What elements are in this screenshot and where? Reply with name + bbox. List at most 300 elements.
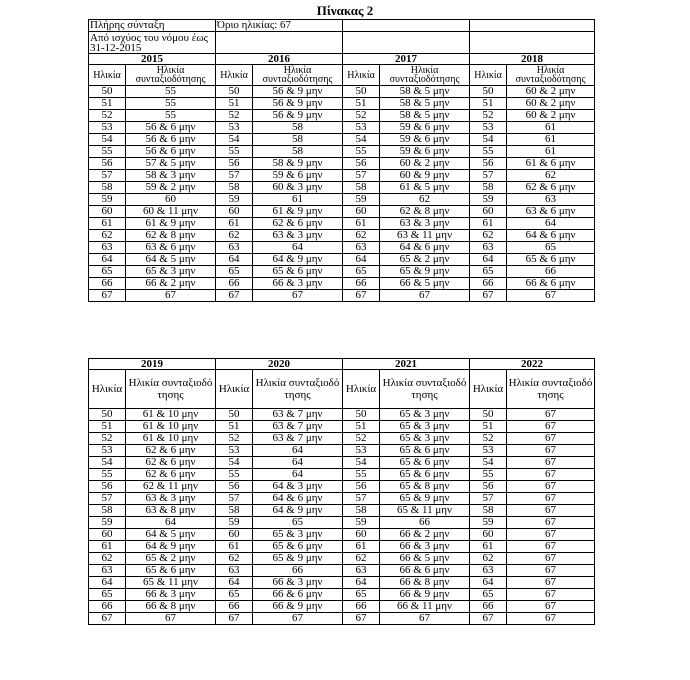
pension-age-cell: 62 & 8 μην [126,230,216,242]
age-cell: 53 [343,122,380,134]
age-cell: 50 [89,409,126,421]
age-cell: 60 [89,206,126,218]
age-cell: 53 [470,122,507,134]
pension-age-cell: 67 [507,457,595,469]
pension-age-cell: 67 [507,517,595,529]
year-header: 2019 [89,359,216,370]
table-row [89,517,595,529]
age-cell: 60 [470,206,507,218]
age-cell: 50 [216,409,253,421]
pension-age-cell: 64 & 5 μην [126,529,216,541]
pension-age-cell: 61 & 6 μην [507,158,595,170]
age-cell: 60 [343,529,380,541]
pension-age-cell: 66 & 2 μην [380,529,470,541]
pension-age-cell: 64 [253,457,343,469]
pension-age-cell: 65 & 9 μην [380,266,470,278]
age-cell: 65 [343,589,380,601]
pension-age-column-header: Ηλικία συνταξιοδότησης [380,370,470,409]
pension-age-cell: 67 [507,589,595,601]
pension-age-cell: 65 & 3 μην [253,529,343,541]
age-cell: 56 [470,158,507,170]
pension-table-2015-2018 [88,19,595,302]
pension-age-column-header: Ηλικία συνταξιοδότησης [253,370,343,409]
age-cell: 61 [216,218,253,230]
pension-table-2019-2022 [88,358,595,625]
age-cell: 65 [216,589,253,601]
pension-age-cell: 62 & 6 μην [126,457,216,469]
pension-age-cell: 67 [507,541,595,553]
pension-age-cell: 65 & 6 μην [253,266,343,278]
pension-age-cell: 61 & 10 μην [126,421,216,433]
pension-age-cell: 61 [507,146,595,158]
age-cell: 59 [216,194,253,206]
validity-note: Από ισχύος του νόμου έως 31-12-2015 [89,32,216,54]
pension-age-cell: 66 & 5 μην [380,278,470,290]
pension-age-cell: 66 & 11 μην [380,601,470,613]
age-cell: 62 [343,230,380,242]
pension-age-cell: 67 [507,445,595,457]
age-cell: 53 [89,445,126,457]
age-cell: 54 [343,134,380,146]
pension-age-cell: 63 [507,194,595,206]
pension-age-cell: 66 & 8 μην [126,601,216,613]
pension-age-cell: 55 [126,98,216,110]
table-row [89,541,595,553]
pension-age-cell: 65 [253,517,343,529]
table-row [89,134,595,146]
age-cell: 62 [89,230,126,242]
pension-age-cell: 61 & 10 μην [126,433,216,445]
age-cell: 55 [216,469,253,481]
pension-age-cell: 67 [507,553,595,565]
pension-age-cell: 60 & 9 μην [380,170,470,182]
age-cell: 64 [89,254,126,266]
age-cell: 57 [470,493,507,505]
table-row [89,254,595,266]
age-column-header: Ηλικία [470,65,507,86]
age-cell: 64 [470,577,507,589]
age-cell: 54 [89,134,126,146]
pension-age-cell: 63 & 8 μην [126,505,216,517]
pension-age-cell: 66 & 2 μην [126,278,216,290]
age-cell: 63 [343,242,380,254]
pension-age-cell: 59 & 6 μην [380,122,470,134]
pension-age-cell: 64 & 6 μην [380,242,470,254]
age-cell: 57 [216,170,253,182]
pension-age-cell: 65 & 11 μην [380,505,470,517]
age-cell: 50 [216,86,253,98]
pension-age-cell: 60 & 2 μην [507,110,595,122]
pension-age-cell: 56 & 6 μην [126,122,216,134]
age-cell: 53 [343,445,380,457]
pension-age-cell: 67 [507,565,595,577]
age-cell: 65 [216,266,253,278]
age-cell: 56 [216,158,253,170]
pension-age-cell: 65 [507,242,595,254]
age-cell: 62 [470,553,507,565]
pension-age-cell: 67 [507,505,595,517]
age-cell: 67 [89,290,126,302]
pension-age-cell: 65 & 2 μην [126,553,216,565]
age-cell: 55 [216,146,253,158]
table-row [89,457,595,469]
table-row [89,481,595,493]
age-cell: 54 [216,134,253,146]
pension-age-cell: 59 & 2 μην [126,182,216,194]
pension-age-cell: 67 [507,529,595,541]
table-row [89,170,595,182]
pension-age-cell: 65 & 6 μην [380,445,470,457]
pension-age-cell: 67 [507,577,595,589]
age-cell: 66 [343,601,380,613]
pension-age-cell: 66 & 6 μην [507,278,595,290]
pension-age-cell: 65 & 3 μην [380,433,470,445]
pension-age-cell: 59 & 6 μην [253,170,343,182]
age-cell: 66 [343,278,380,290]
age-cell: 52 [470,433,507,445]
table-row [89,278,595,290]
age-cell: 63 [343,565,380,577]
pension-age-cell: 57 & 5 μην [126,158,216,170]
age-cell: 66 [470,278,507,290]
age-cell: 62 [216,230,253,242]
age-cell: 66 [89,278,126,290]
age-cell: 64 [470,254,507,266]
table-row [89,86,595,98]
year-header: 2022 [470,359,595,370]
age-cell: 66 [470,601,507,613]
empty-cell [216,32,343,54]
pension-age-cell: 67 [507,290,595,302]
pension-age-cell: 56 & 9 μην [253,98,343,110]
pension-age-cell: 58 [253,146,343,158]
age-cell: 65 [343,266,380,278]
pension-age-cell: 60 & 2 μην [507,86,595,98]
age-cell: 67 [216,613,253,625]
age-cell: 58 [89,505,126,517]
age-cell: 58 [343,505,380,517]
age-cell: 55 [343,146,380,158]
pension-age-cell: 67 [507,613,595,625]
age-cell: 61 [343,541,380,553]
table-row [89,505,595,517]
pension-age-cell: 64 & 9 μην [253,254,343,266]
pension-age-cell: 63 & 7 μην [253,421,343,433]
pension-age-cell: 65 & 3 μην [380,409,470,421]
pension-age-cell: 62 & 8 μην [380,206,470,218]
pension-age-cell: 62 [380,194,470,206]
pension-age-cell: 64 & 9 μην [126,541,216,553]
age-cell: 67 [216,290,253,302]
age-column-header: Ηλικία [216,370,253,409]
pension-age-cell: 61 & 9 μην [253,206,343,218]
age-cell: 56 [89,481,126,493]
age-cell: 65 [89,266,126,278]
pension-age-cell: 66 & 3 μην [126,589,216,601]
age-cell: 52 [89,110,126,122]
full-pension-label: Πλήρης σύνταξη [89,20,216,32]
age-cell: 64 [216,254,253,266]
age-cell: 60 [470,529,507,541]
empty-cell [343,20,470,32]
year-header: 2021 [343,359,470,370]
table-row [89,433,595,445]
age-cell: 57 [343,493,380,505]
pension-age-cell: 58 & 5 μην [380,98,470,110]
age-column-header: Ηλικία [89,65,126,86]
table-row [89,182,595,194]
table-row [89,98,595,110]
pension-age-cell: 67 [380,613,470,625]
pension-age-cell: 64 [253,445,343,457]
age-cell: 54 [343,457,380,469]
pension-age-cell: 67 [507,493,595,505]
pension-age-cell: 67 [126,290,216,302]
pension-age-cell: 60 & 3 μην [253,182,343,194]
pension-age-cell: 60 [126,194,216,206]
age-cell: 51 [216,421,253,433]
pension-age-cell: 67 [126,613,216,625]
page-title: Πίνακας 2 [316,3,374,18]
age-cell: 64 [89,577,126,589]
age-cell: 67 [470,613,507,625]
age-cell: 59 [89,517,126,529]
pension-age-column-header: Ηλικία συνταξιοδότησης [507,370,595,409]
pension-age-cell: 62 & 6 μην [126,445,216,457]
age-cell: 62 [89,553,126,565]
table-row [89,230,595,242]
table-row [89,206,595,218]
age-column-header: Ηλικία [89,370,126,409]
age-cell: 57 [216,493,253,505]
age-cell: 52 [470,110,507,122]
table-row [89,529,595,541]
pension-age-cell: 66 [380,517,470,529]
age-cell: 51 [343,98,380,110]
table-row [89,589,595,601]
age-cell: 51 [470,421,507,433]
empty-cell [343,32,470,54]
pension-age-cell: 66 [507,266,595,278]
age-cell: 53 [216,445,253,457]
pension-age-cell: 56 & 9 μην [253,86,343,98]
pension-age-cell: 67 [507,409,595,421]
table-row [89,110,595,122]
pension-age-cell: 66 & 3 μην [253,278,343,290]
pension-age-cell: 65 & 2 μην [380,254,470,266]
age-cell: 54 [89,457,126,469]
age-cell: 51 [343,421,380,433]
pension-age-cell: 59 & 6 μην [380,134,470,146]
age-cell: 53 [89,122,126,134]
age-cell: 64 [216,577,253,589]
pension-age-cell: 67 [507,481,595,493]
pension-age-cell: 67 [253,290,343,302]
pension-age-cell: 66 & 9 μην [253,601,343,613]
pension-age-cell: 66 & 5 μην [380,553,470,565]
table-row [89,565,595,577]
age-cell: 56 [89,158,126,170]
pension-age-cell: 67 [507,433,595,445]
pension-age-cell: 61 & 9 μην [126,218,216,230]
pension-age-cell: 61 [507,134,595,146]
pension-age-cell: 65 & 6 μην [380,457,470,469]
pension-age-cell: 64 [507,218,595,230]
age-column-header: Ηλικία [343,65,380,86]
age-cell: 56 [470,481,507,493]
pension-age-cell: 56 & 6 μην [126,146,216,158]
pension-age-cell: 65 & 6 μην [507,254,595,266]
age-cell: 52 [216,433,253,445]
table-row [89,290,595,302]
pension-age-cell: 64 & 9 μην [253,505,343,517]
pension-age-cell: 66 & 6 μην [253,589,343,601]
age-cell: 52 [89,433,126,445]
age-cell: 58 [470,182,507,194]
age-cell: 51 [89,421,126,433]
pension-age-cell: 62 & 11 μην [126,481,216,493]
age-cell: 55 [89,146,126,158]
age-cell: 65 [89,589,126,601]
age-cell: 63 [470,565,507,577]
pension-age-cell: 64 [126,517,216,529]
pension-age-cell: 65 & 9 μην [380,493,470,505]
age-cell: 56 [216,481,253,493]
pension-age-cell: 65 & 11 μην [126,577,216,589]
pension-age-cell: 61 [253,194,343,206]
pension-age-cell: 65 & 3 μην [126,266,216,278]
age-cell: 55 [343,469,380,481]
pension-age-cell: 66 & 9 μην [380,589,470,601]
table-row [89,158,595,170]
age-cell: 50 [89,86,126,98]
pension-age-cell: 65 & 9 μην [253,553,343,565]
age-cell: 63 [89,565,126,577]
age-cell: 61 [89,218,126,230]
year-header: 2017 [343,54,470,65]
age-cell: 63 [89,242,126,254]
pension-age-cell: 56 & 9 μην [253,110,343,122]
pension-age-cell: 66 & 3 μην [380,541,470,553]
pension-age-cell: 62 & 6 μην [507,182,595,194]
pension-age-cell: 67 [507,469,595,481]
pension-age-cell: 58 & 5 μην [380,110,470,122]
table-row [89,421,595,433]
table-row [89,601,595,613]
age-cell: 57 [470,170,507,182]
age-cell: 64 [343,254,380,266]
age-cell: 61 [470,541,507,553]
table-row [89,445,595,457]
age-cell: 58 [216,182,253,194]
age-cell: 50 [470,86,507,98]
pension-age-cell: 64 [253,242,343,254]
table-row [89,218,595,230]
age-cell: 51 [470,98,507,110]
table-row [89,493,595,505]
table-row [89,553,595,565]
pension-age-cell: 63 & 11 μην [380,230,470,242]
age-cell: 62 [470,230,507,242]
age-cell: 63 [216,565,253,577]
age-cell: 61 [216,541,253,553]
age-cell: 65 [470,589,507,601]
age-column-header: Ηλικία [470,370,507,409]
pension-age-cell: 61 & 5 μην [380,182,470,194]
age-cell: 54 [470,134,507,146]
pension-age-column-header: Ηλικία συνταξιοδότησης [126,65,216,86]
pension-age-cell: 61 [507,122,595,134]
age-cell: 60 [343,206,380,218]
age-cell: 53 [470,445,507,457]
age-cell: 55 [470,469,507,481]
age-cell: 67 [343,290,380,302]
pension-age-cell: 55 [126,110,216,122]
age-cell: 59 [89,194,126,206]
age-cell: 56 [343,481,380,493]
age-cell: 67 [89,613,126,625]
age-cell: 63 [470,242,507,254]
table-row [89,242,595,254]
pension-age-cell: 59 & 6 μην [380,146,470,158]
pension-age-cell: 66 [253,565,343,577]
pension-age-cell: 58 [253,134,343,146]
age-cell: 50 [343,86,380,98]
pension-age-cell: 63 & 3 μην [126,493,216,505]
pension-age-cell: 63 & 3 μην [380,218,470,230]
pension-age-cell: 67 [507,421,595,433]
age-cell: 57 [89,493,126,505]
pension-age-cell: 67 [253,613,343,625]
age-cell: 54 [470,457,507,469]
age-cell: 53 [216,122,253,134]
empty-cell [470,20,595,32]
pension-age-cell: 58 [253,122,343,134]
pension-age-cell: 63 & 6 μην [507,206,595,218]
pension-age-cell: 65 & 6 μην [380,469,470,481]
table-row [89,577,595,589]
age-cell: 67 [343,613,380,625]
table-row [89,469,595,481]
age-cell: 58 [343,182,380,194]
year-header: 2015 [89,54,216,65]
pension-age-cell: 66 & 6 μην [380,565,470,577]
age-cell: 52 [343,110,380,122]
pension-age-cell: 65 & 8 μην [380,481,470,493]
age-cell: 66 [216,278,253,290]
age-cell: 60 [216,529,253,541]
age-cell: 50 [470,409,507,421]
pension-age-cell: 60 & 2 μην [507,98,595,110]
pension-age-cell: 63 & 3 μην [253,230,343,242]
year-header: 2020 [216,359,343,370]
age-cell: 60 [89,529,126,541]
pension-age-column-header: Ηλικία συνταξιοδότησης [507,65,595,86]
pension-age-cell: 64 & 3 μην [253,481,343,493]
pension-age-cell: 62 & 6 μην [126,469,216,481]
age-cell: 67 [470,290,507,302]
pension-age-cell: 55 [126,86,216,98]
pension-age-cell: 58 & 5 μην [380,86,470,98]
age-cell: 59 [343,517,380,529]
pension-age-cell: 65 & 3 μην [380,421,470,433]
age-cell: 55 [89,469,126,481]
pension-age-cell: 63 & 7 μην [253,433,343,445]
table-row [89,409,595,421]
age-cell: 59 [470,194,507,206]
pension-age-cell: 65 & 6 μην [126,565,216,577]
table-row [89,146,595,158]
